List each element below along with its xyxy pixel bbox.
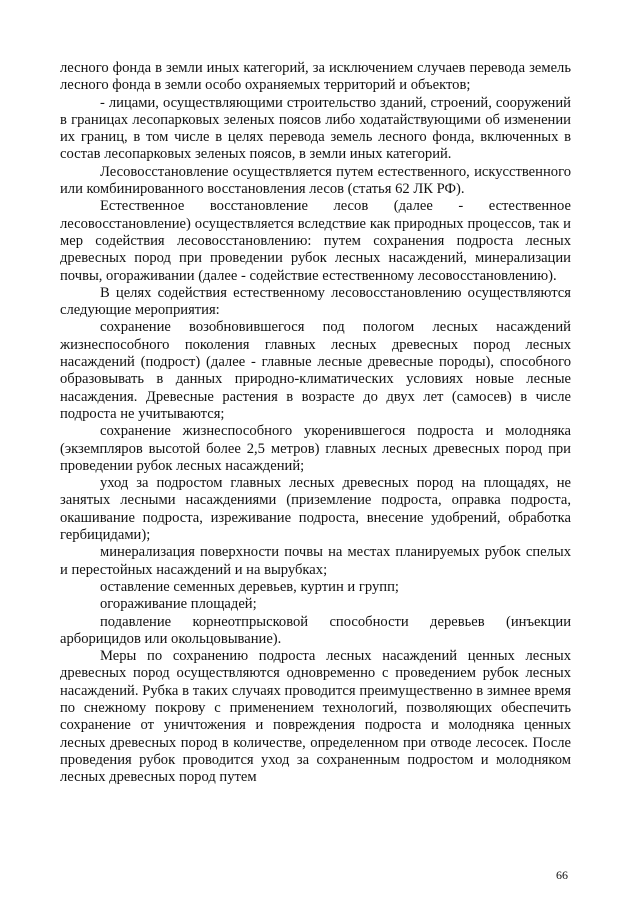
paragraph: сохранение жизнеспособного укоренившегося подроста и молодняка (экземпляров высотой более 2,5 метров) главных лесных древесных пород при проведении рубок лесных насаждений; [60, 423, 571, 474]
paragraph: В целях содействия естественному лесовосстановлению осуществляются следующие мероприятия: [60, 284, 571, 319]
paragraph: минерализация поверхности почвы на местах планируемых рубок спелых и перестойных насаждений и на вырубках; [60, 544, 571, 578]
paragraph: Меры по сохранению подроста лесных насаждений ценных лесных древесных пород осуществляются одновременно с проведением рубок лесных насаждений. Рубка в таких случаях проводится преимущественно в зимнее время по снежному покрову с применением технологий, позволяющих обеспечить сохранение от уничтожения и повреждения подроста и молодняка ценных лесных древесных пород в количестве, определенном при отводе лесосек. После проведения рубок проводится уход за сохраненным подростом и молодняком лесных древесных пород путем [60, 648, 571, 786]
paragraph: подавление корнеотпрысковой способности деревьев (инъекции арборицидов или окольцовывание). [60, 613, 571, 647]
paragraph: лесного фонда в земли иных категорий, за исключением случаев перевода земель лесного фонда в земли особо охраняемых территорий и объектов; [60, 60, 571, 94]
paragraph: Лесовосстановление осуществляется путем естественного, искусственного или комбинированного восстановления лесов (статья 62 ЛК РФ). [60, 163, 571, 198]
text-body [60, 60, 571, 786]
paragraph: сохранение возобновившегося под пологом лесных насаждений жизнеспособного поколения главных лесных древесных пород лесных насаждений (подрост) (далее - главные лесные древесные породы), способного образовывать в данных природно-климатических условиях новые лесные насаждения. Древесные растения в возрасте до двух лет (самосев) в числе подроста не учитываются; [60, 319, 571, 422]
page-number: 66 [556, 868, 568, 882]
paragraph: оставление семенных деревьев, куртин и групп; [100, 578, 399, 595]
paragraph: - лицами, осуществляющими строительство зданий, строений, сооружений в границах лесопарковых зеленых поясов либо ходатайствующими об изменении их границ, в том числе в целях перевода земель лесного фонда, включенных в состав лесопарковых зеленых поясов, в земли иных категорий. [60, 94, 571, 163]
paragraph: Естественное восстановление лесов (далее - естественное лесовосстановление) осуществляется вследствие как природных процессов, так и мер содействия лесовосстановлению: путем сохранения подроста лесных древесных пород при проведении рубок лесных насаждений, минерализации почвы, огораживании (далее - содействие естественному лесовосстановлению). [60, 198, 571, 284]
paragraph: уход за подростом главных лесных древесных пород на площадях, не занятых лесными насаждениями (приземление подроста, оправка подроста, окашивание подроста, изреживание подроста, внесение удобрений, обработка гербицидами); [60, 475, 571, 544]
paragraph: огораживание площадей; [100, 596, 257, 613]
